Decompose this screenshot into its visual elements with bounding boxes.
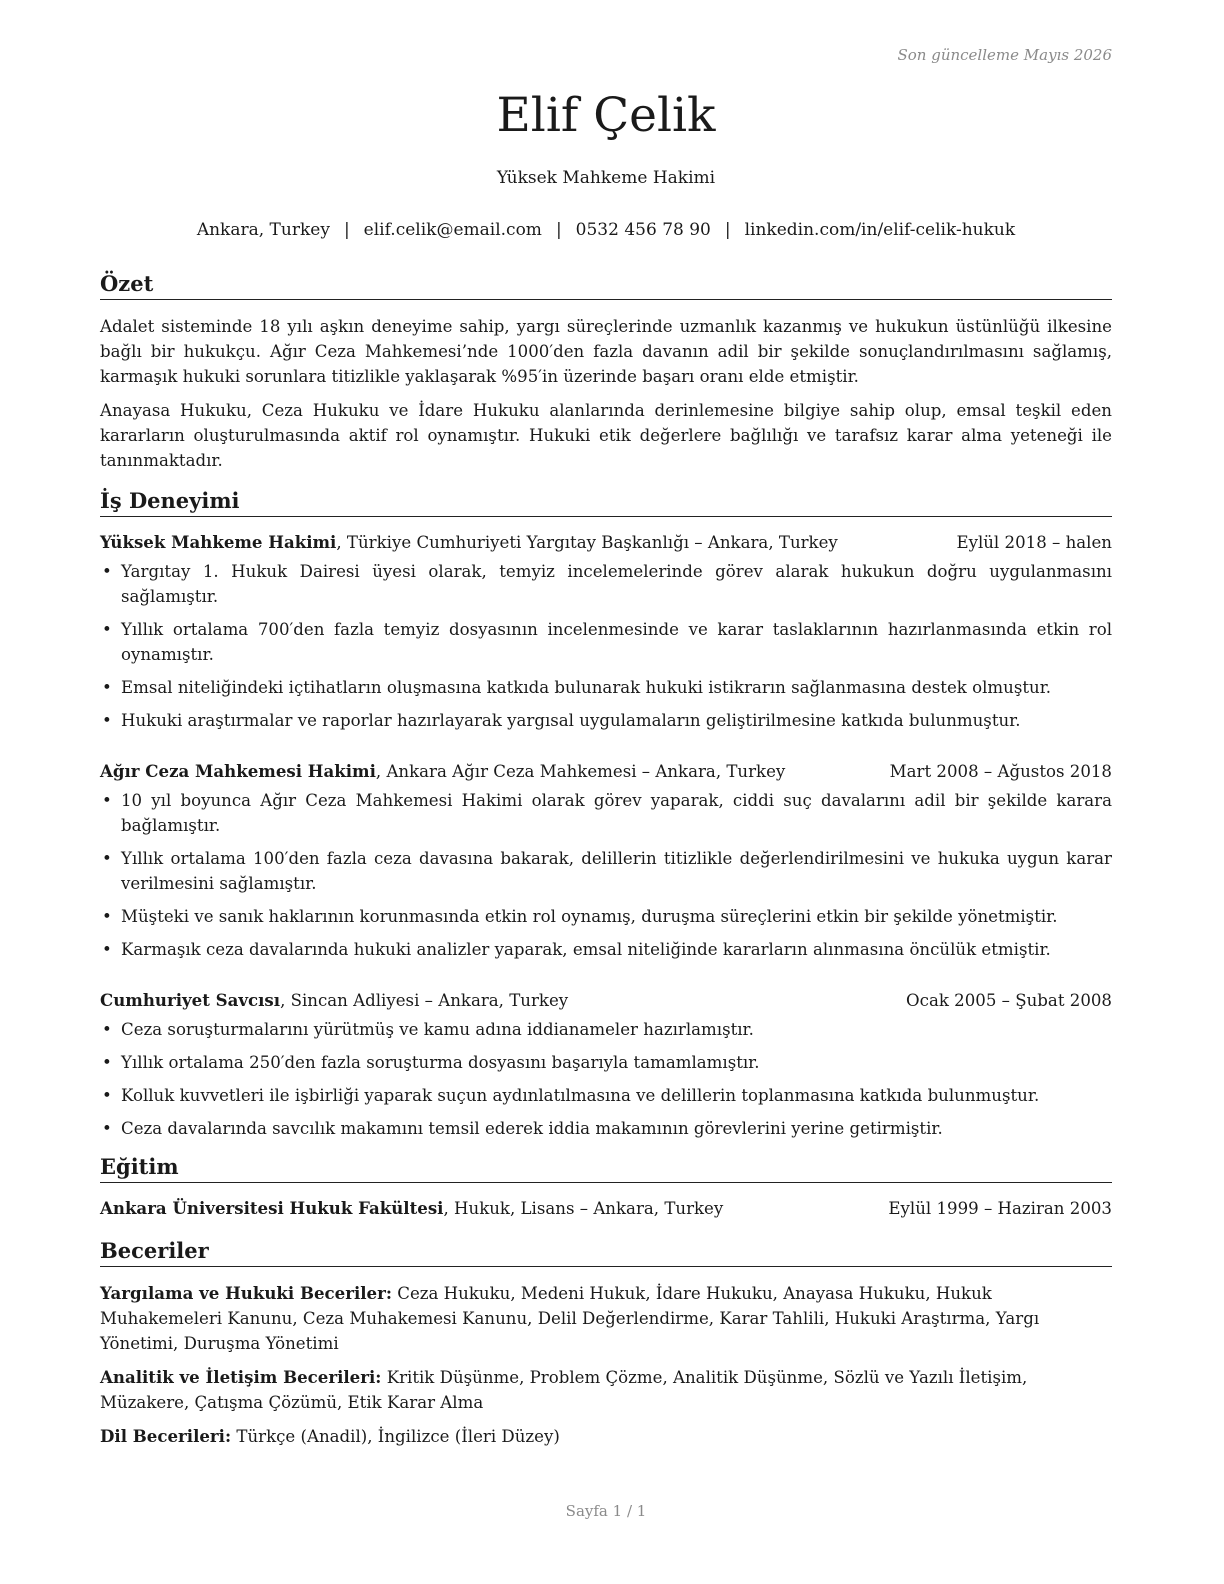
contact-linkedin[interactable]: linkedin.com/in/elif-celik-hukuk	[744, 220, 1016, 240]
contact-separator: |	[555, 220, 562, 240]
skill-group-text: Ceza Hukuku, Medeni Hukuk, İdare Hukuku, Anayasa Hukuku, Hukuk Muhakemeleri Kanunu, Ceza Muhakemesi Kanunu, Delil Değerlendirme, Karar Tahlili, Hukuki Araştırma, Yargı Yönetimi, Duruşma Yönetimi	[100, 1284, 1040, 1353]
contact-separator: |	[724, 220, 731, 240]
page-number: Sayfa 1 / 1	[565, 1502, 647, 1520]
job-org: , Ankara Ağır Ceza Mahkemesi – Ankara, Turkey	[375, 762, 786, 781]
skill-group-label: Yargılama ve Hukuki Beceriler:	[100, 1283, 392, 1303]
resume-body	[100, 270, 1112, 1449]
skill-group-label: Dil Becerileri:	[100, 1426, 232, 1446]
list-item: • Yıllık ortalama 250′den fazla soruşturma dosyasını başarıyla tamamlamıştır.	[100, 1050, 1112, 1075]
skill-group	[100, 1424, 1112, 1449]
job-header	[100, 759, 1112, 784]
resume-page	[100, 0, 1112, 1584]
summary-paragraph: Adalet sisteminde 18 yılı aşkın deneyime sahip, yargı süreçlerinde uzmanlık kazanmış ve hukukun üstünlüğü ilkesine bağlı bir hukukçu. Ağır Ceza Mahkemesi’nde 1000′den fazla davanın adil bir şekilde sonuçlandırılmasını sağlamış, karmaşık hukuki sorunlara titizlikle yaklaşarak %95′in üzerinde başarı oranı elde etmiştir.	[100, 317, 1112, 386]
skill-group-text: Kritik Düşünme, Problem Çözme, Analitik Düşünme, Sözlü ve Yazılı İletişim, Müzakere, Çatışma Çözümü, Etik Karar Alma	[100, 1368, 1028, 1412]
contact-separator: |	[343, 220, 350, 240]
list-item: • Müşteki ve sanık haklarının korunmasında etkin rol oynamış, duruşma süreçlerini etkin bir şekilde yönetmiştir.	[100, 904, 1112, 929]
skill-group	[100, 1281, 1112, 1356]
education-dates: Eylül 1999 – Haziran 2003	[888, 1199, 1112, 1218]
contact-line	[100, 220, 1112, 240]
list-item: • Hukuki araştırmalar ve raporlar hazırlayarak yargısal uygulamaların geliştirilmesine katkıda bulunmuştur.	[100, 708, 1112, 733]
list-item: • Yıllık ortalama 700′den fazla temyiz dosyasının incelenmesinde ve karar taslaklarının hazırlanmasında etkin rol oynamıştır.	[100, 617, 1112, 667]
summary-paragraph: Anayasa Hukuku, Ceza Hukuku ve İdare Hukuku alanlarında derinlemesine bilgiye sahip olup, emsal teşkil eden kararların oluşturulmasında aktif rol oynamıştır. Hukuki etik değerlere bağlılığı ve tarafsız karar alma yeteneği ile tanınmaktadır.	[100, 401, 1112, 470]
job-role: Cumhuriyet Savcısı	[100, 990, 281, 1010]
job-org: , Sincan Adliyesi – Ankara, Turkey	[280, 991, 569, 1010]
education-heading: Eğitim	[100, 1153, 1112, 1183]
candidate-title: Yüksek Mahkeme Hakimi	[496, 168, 716, 188]
list-item: • 10 yıl boyunca Ağır Ceza Mahkemesi Hakimi olarak görev yaparak, ciddi suç davalarını adil bir şekilde karara bağlamıştır.	[100, 788, 1112, 838]
summary-section	[100, 270, 1112, 473]
job-org: , Türkiye Cumhuriyeti Yargıtay Başkanlığı – Ankara, Turkey	[336, 533, 838, 552]
job-entry	[100, 988, 1112, 1141]
job-bullets	[100, 559, 1112, 733]
education-detail: , Hukuk, Lisans – Ankara, Turkey	[443, 1199, 724, 1218]
experience-section	[100, 487, 1112, 1141]
job-dates: Mart 2008 – Ağustos 2018	[889, 762, 1112, 781]
education-section	[100, 1153, 1112, 1221]
skill-group-text: Türkçe (Anadil), İngilizce (İleri Düzey)	[231, 1427, 560, 1446]
job-bullets	[100, 788, 1112, 962]
job-header	[100, 988, 1112, 1013]
list-item: • Ceza soruşturmalarını yürütmüş ve kamu adına iddianameler hazırlamıştır.	[100, 1017, 1112, 1042]
list-item: • Yargıtay 1. Hukuk Dairesi üyesi olarak, temyiz incelemelerinde görev alarak hukukun doğru uygulanmasını sağlamıştır.	[100, 559, 1112, 609]
job-header	[100, 530, 1112, 555]
summary-heading: Özet	[100, 270, 1112, 300]
experience-heading: İş Deneyimi	[100, 487, 1112, 517]
skill-group	[100, 1365, 1112, 1415]
contact-phone[interactable]: 0532 456 78 90	[575, 220, 711, 240]
job-dates: Eylül 2018 – halen	[956, 533, 1112, 552]
education-entry	[100, 1196, 1112, 1221]
list-item: • Yıllık ortalama 100′den fazla ceza davasına bakarak, delillerin titizlikle değerlendirilmesini ve hukuka uygun karar verilmesini sağlamıştır.	[100, 846, 1112, 896]
skill-group-label: Analitik ve İletişim Becerileri:	[100, 1367, 382, 1387]
list-item: • Ceza davalarında savcılık makamını temsil ederek iddia makamının görevlerini yerine getirmiştir.	[100, 1116, 1112, 1141]
list-item: • Emsal niteliğindeki içtihatların oluşmasına katkıda bulunarak hukuki istikrarın sağlanmasına destek olmuştur.	[100, 675, 1112, 700]
job-role: Yüksek Mahkeme Hakimi	[100, 532, 337, 552]
contact-location: Ankara, Turkey	[196, 220, 330, 240]
candidate-name: Elif Çelik	[496, 88, 716, 143]
job-entry	[100, 530, 1112, 733]
job-entry	[100, 759, 1112, 962]
job-bullets	[100, 1017, 1112, 1141]
list-item: • Karmaşık ceza davalarında hukuki analizler yaparak, emsal niteliğinde kararların alınmasına öncülük etmiştir.	[100, 937, 1112, 962]
contact-email[interactable]: elif.celik@email.com	[363, 220, 542, 240]
skills-heading: Beceriler	[100, 1237, 1112, 1267]
education-school: Ankara Üniversitesi Hukuk Fakültesi	[100, 1198, 444, 1218]
list-item: • Kolluk kuvvetleri ile işbirliği yaparak suçun aydınlatılmasına ve delillerin toplanmasına katkıda bulunmuştur.	[100, 1083, 1112, 1108]
skills-section	[100, 1237, 1112, 1449]
job-dates: Ocak 2005 – Şubat 2008	[906, 991, 1112, 1010]
last-updated: Son güncelleme Mayıs 2026	[897, 46, 1112, 64]
job-role: Ağır Ceza Mahkemesi Hakimi	[100, 761, 376, 781]
